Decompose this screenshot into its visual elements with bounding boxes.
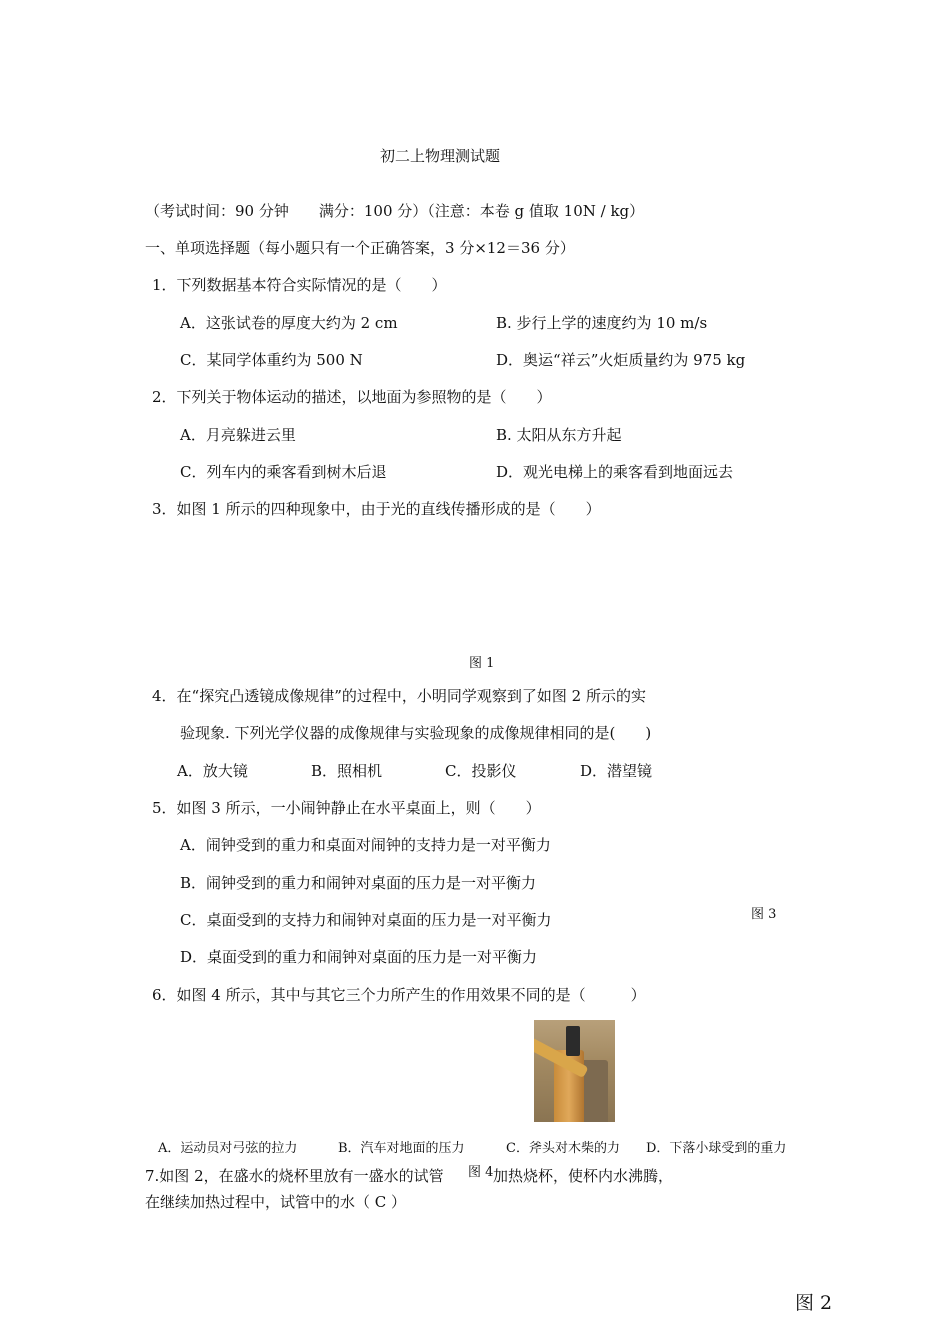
question-6-option-a: A．运动员对弓弦的拉力 [158,1141,298,1156]
question-4-option-d: D．潜望镜 [580,762,653,780]
question-4-option-c: C．投影仪 [445,762,517,780]
question-4-stem-line1: 4．在“探究凸透镜成像规律”的过程中，小明同学观察到了如图 2 所示的实 [152,687,646,705]
question-5-option-d: D．桌面受到的重力和闹钟对桌面的压力是一对平衡力 [180,948,538,966]
question-5-option-a: A．闹钟受到的重力和桌面对闹钟的支持力是一对平衡力 [180,836,551,854]
question-6-option-b: B．汽车对地面的压力 [338,1141,465,1156]
question-2-stem: 2．下列关于物体运动的描述，以地面为参照物的是（ ） [152,388,552,406]
question-1-option-a: A．这张试卷的厚度大约为 2 cm [180,314,398,332]
question-1-stem: 1．下列数据基本符合实际情况的是（ ） [152,276,447,294]
axe-chopping-wood-image [534,1020,615,1122]
question-6-stem: 6．如图 4 所示，其中与其它三个力所产生的作用效果不同的是（ ） [152,986,646,1004]
question-1-option-d: D．奥运“祥云”火炬质量约为 975 kg [496,351,746,369]
question-2-option-a: A．月亮躲进云里 [180,426,296,444]
question-4-option-b: B．照相机 [311,762,383,780]
question-4-stem-line2: 验现象. 下列光学仪器的成像规律与实验现象的成像规律相同的是( ) [180,724,652,742]
exam-info: （考试时间：90 分钟 满分：100 分）（注意：本卷 g 值取 10N / kg） [145,202,645,220]
figure-4-caption: 图 4 [468,1165,494,1180]
question-7-line1-continued: 加热烧杯，使杯内水沸腾， [493,1167,674,1185]
question-5-stem: 5．如图 3 所示，一小闹钟静止在水平桌面上，则（ ） [152,799,541,817]
figure-2-caption: 图 2 [795,1292,833,1314]
section-heading: 一、单项选择题（每小题只有一个正确答案，3 分×12＝36 分） [145,239,575,257]
figure-1-caption: 图 1 [469,656,495,671]
question-6-option-c: C．斧头对木柴的力 [506,1141,620,1156]
question-2-option-b: B. 太阳从东方升起 [496,426,622,444]
figure-3-caption: 图 3 [751,907,777,922]
question-2-option-c: C．列车内的乘客看到树木后退 [180,463,387,481]
question-5-option-c: C．桌面受到的支持力和闹钟对桌面的压力是一对平衡力 [180,911,552,929]
question-3-stem: 3．如图 1 所示的四种现象中，由于光的直线传播形成的是（ ） [152,500,601,518]
axe-head-shape [566,1026,580,1056]
question-1-option-c: C．某同学体重约为 500 N [180,351,363,369]
question-7-line2: 在继续加热过程中，试管中的水（ C ） [145,1193,407,1211]
question-4-option-a: A．放大镜 [177,762,248,780]
question-7-line1: 7.如图 2，在盛水的烧杯里放有一盛水的试管 [145,1167,444,1185]
page-title: 初二上物理测试题 [380,147,501,165]
question-1-option-b: B. 步行上学的速度约为 10 m/s [496,314,708,332]
question-5-option-b: B．闹钟受到的重力和闹钟对桌面的压力是一对平衡力 [180,874,537,892]
question-6-option-d: D．下落小球受到的重力 [646,1141,787,1156]
question-2-option-d: D．观光电梯上的乘客看到地面远去 [496,463,734,481]
